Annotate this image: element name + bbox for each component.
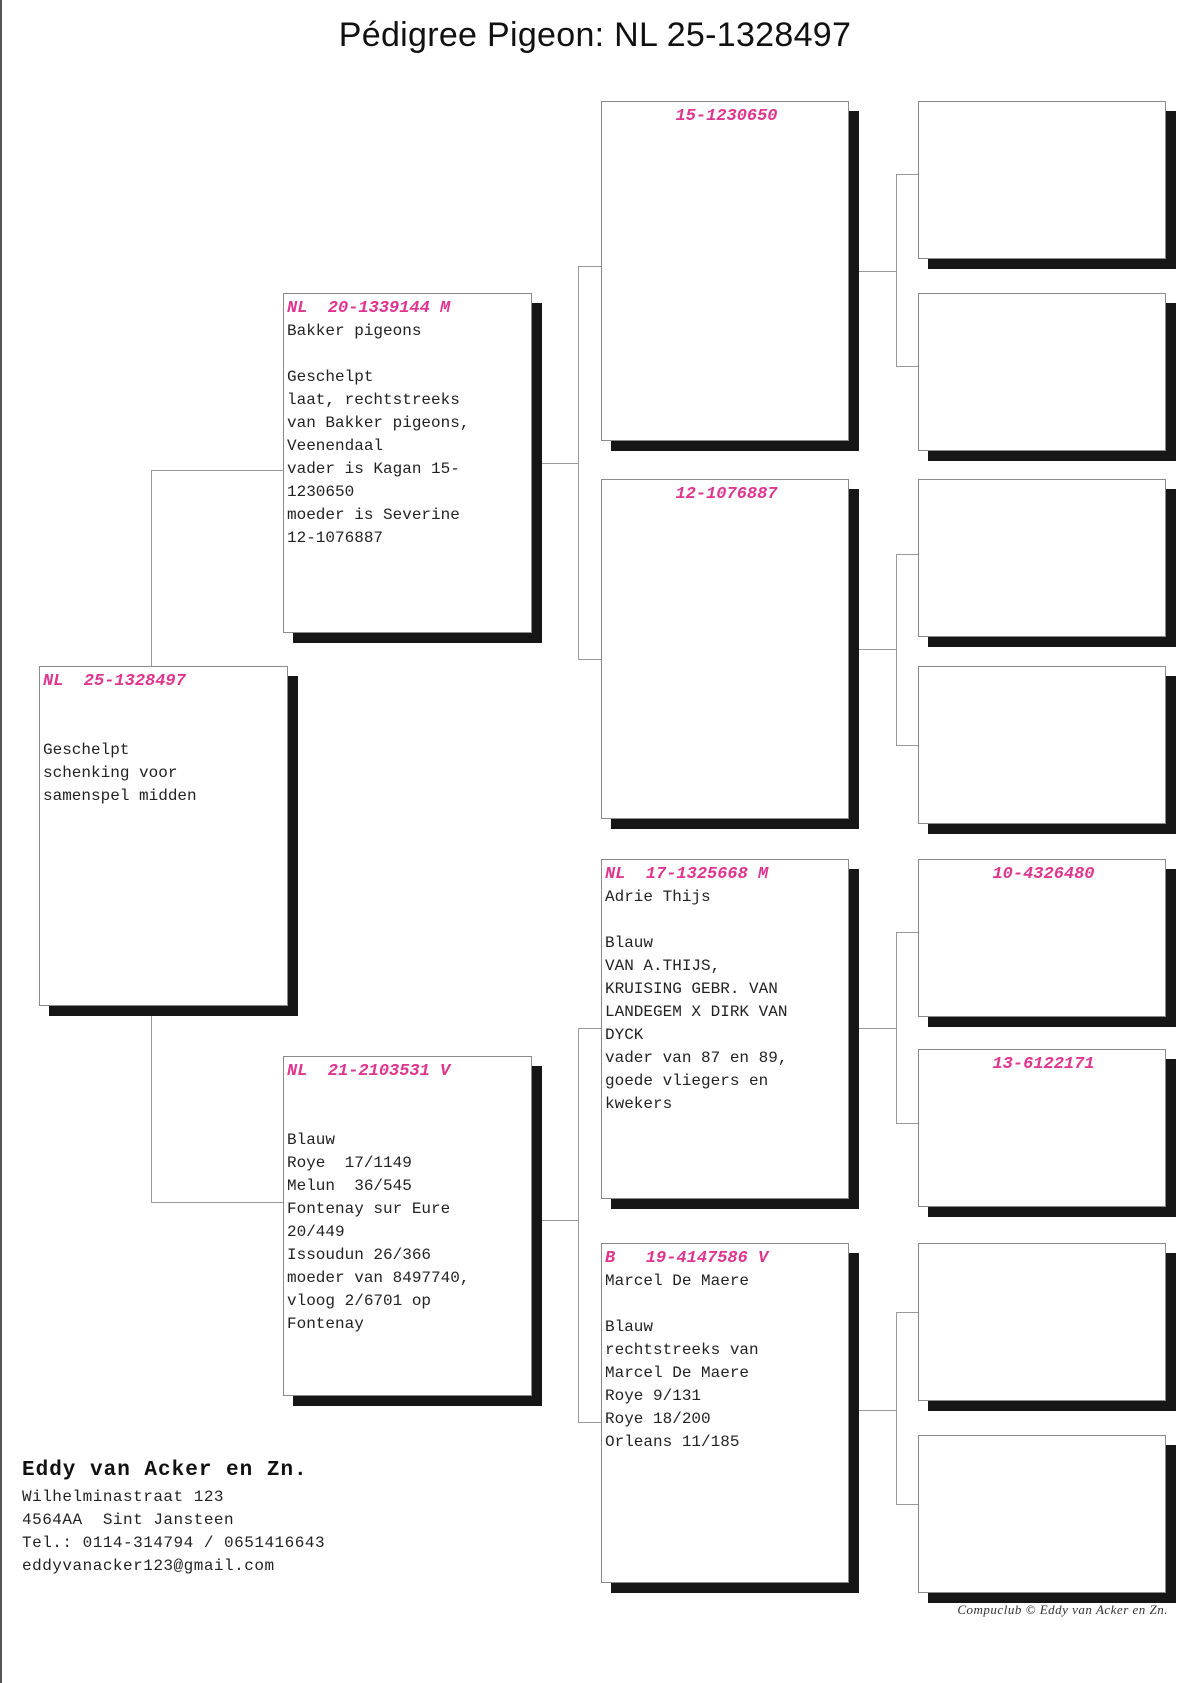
great-grandparent-ring-number	[922, 298, 1165, 320]
great-grandparent-card	[918, 479, 1166, 637]
paternal-grandfather-ring-number: 15-1230650	[675, 107, 778, 126]
page-edge	[0, 0, 2, 1683]
pigeon-notes: Geschelpt schenking voor samenspel midden	[43, 741, 197, 805]
great-grandparent-ring-number	[922, 1248, 1165, 1270]
mother-ring-number: NL 21-2103531 V	[287, 1062, 451, 1081]
great-grandparent-ring-number	[922, 1440, 1165, 1462]
page-title: Pédigree Pigeon: NL 25-1328497	[338, 16, 852, 54]
breeder-city: 4564AA Sint Jansteen	[22, 1511, 235, 1529]
breeder-name: Eddy van Acker en Zn.	[22, 1459, 308, 1482]
father-ring-number: NL 20-1339144 M	[287, 299, 451, 318]
great-grandparent-ring-number	[922, 106, 1165, 128]
paternal-grandfather-card	[601, 101, 849, 441]
great-grandparent-ring-number: 10-4326480	[992, 865, 1095, 884]
pigeon-card	[39, 666, 288, 1006]
great-grandparent-card	[918, 666, 1166, 824]
maternal-grandfather-owner: Adrie Thijs	[605, 888, 711, 906]
great-grandparent-ring-number	[922, 671, 1165, 693]
great-grandparent-card	[918, 293, 1166, 451]
paternal-grandmother-card	[601, 479, 849, 819]
breeder-email: eddyvanacker123@gmail.com	[22, 1557, 275, 1575]
copyright-footer: Compuclub © Eddy van Acker en Zn.	[957, 1602, 1168, 1617]
great-grandparent-card	[918, 859, 1166, 1017]
breeder-address	[22, 1456, 325, 1578]
father-notes: Geschelpt laat, rechtstreeks van Bakker pigeons, Veenendaal vader is Kagan 15- 1230650 moeder is Severine 12-1076887	[287, 368, 470, 547]
father-card	[283, 293, 532, 633]
maternal-grandmother-card	[601, 1243, 849, 1583]
maternal-grandfather-notes: Blauw VAN A.THIJS, KRUISING GEBR. VAN LANDEGEM X DIRK VAN DYCK vader van 87 en 89, goede vliegers en kwekers	[605, 934, 788, 1113]
maternal-grandmother-ring-number: B 19-4147586 V	[605, 1249, 769, 1268]
great-grandparent-card	[918, 1049, 1166, 1207]
mother-notes: Blauw Roye 17/1149 Melun 36/545 Fontenay sur Eure 20/449 Issoudun 26/366 moeder van 8497740, vloog 2/6701 op Fontenay	[287, 1131, 470, 1333]
paternal-grandmother-ring-number: 12-1076887	[675, 485, 778, 504]
father-owner: Bakker pigeons	[287, 322, 422, 340]
maternal-grandfather-ring-number: NL 17-1325668 M	[605, 865, 769, 884]
great-grandparent-card	[918, 1435, 1166, 1593]
great-grandparent-card	[918, 1243, 1166, 1401]
maternal-grandfather-card	[601, 859, 849, 1199]
maternal-grandmother-notes: Blauw rechtstreeks van Marcel De Maere Roye 9/131 Roye 18/200 Orleans 11/185	[605, 1318, 759, 1451]
maternal-grandmother-owner: Marcel De Maere	[605, 1272, 750, 1290]
mother-card	[283, 1056, 532, 1396]
great-grandparent-card	[918, 101, 1166, 259]
great-grandparent-ring-number	[922, 484, 1165, 506]
breeder-street: Wilhelminastraat 123	[22, 1488, 225, 1506]
breeder-phone: Tel.: 0114-314794 / 0651416643	[22, 1534, 326, 1552]
pigeon-ring-number: NL 25-1328497	[43, 672, 186, 691]
great-grandparent-ring-number: 13-6122171	[992, 1055, 1095, 1074]
